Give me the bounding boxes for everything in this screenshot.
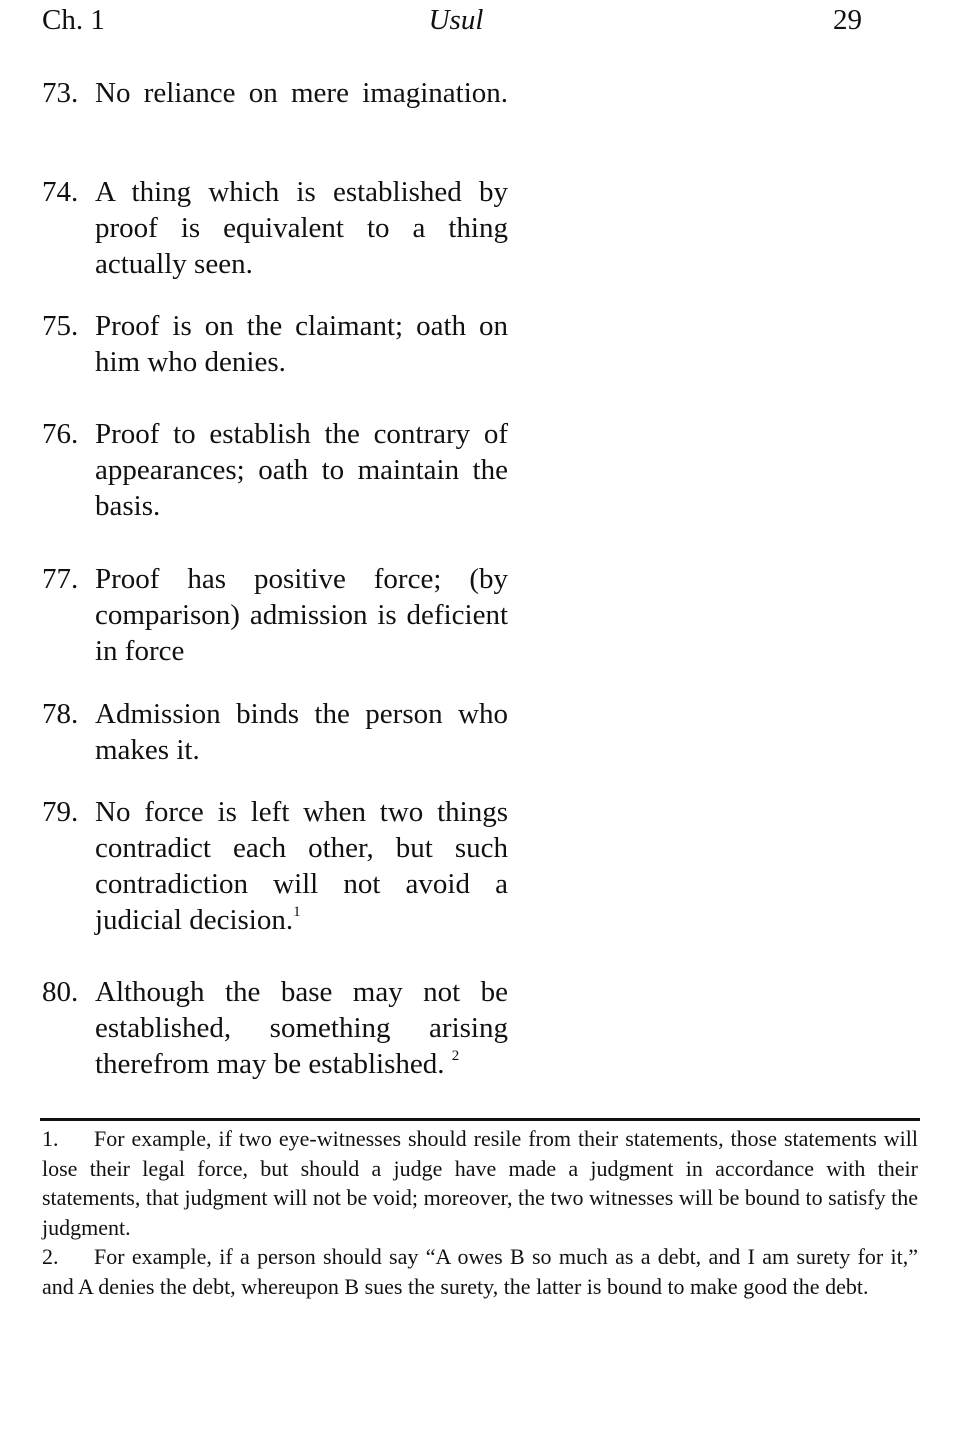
footnote-ref[interactable]: 2 xyxy=(451,1048,460,1065)
maxim-number: 80. xyxy=(42,976,79,1008)
maxim-text: Although the base may not be established, something arising therefrom may be established. xyxy=(95,976,508,1080)
maxim-number: 76. xyxy=(42,418,79,450)
maxim-text: Proof has positive force; (by comparison) admission is deficient in force xyxy=(95,563,508,667)
footnotes xyxy=(42,1124,918,1301)
maxim-76 xyxy=(42,416,508,524)
maxim-74 xyxy=(42,174,508,282)
maxim-79 xyxy=(42,794,508,938)
maxim-number: 77. xyxy=(42,563,79,595)
footnote-number: 2. xyxy=(42,1244,59,1269)
footnote-1 xyxy=(42,1124,918,1242)
maxim-73 xyxy=(42,75,508,111)
maxim-text: No force is left when two things contradict each other, but such contradiction will not avoid a judicial decision. xyxy=(95,796,508,936)
maxim-number: 79. xyxy=(42,796,79,828)
maxim-text-first-line-justified xyxy=(95,75,508,111)
footnote-divider xyxy=(40,1118,920,1121)
maxim-number: 74. xyxy=(42,176,79,208)
running-title: Usul xyxy=(428,4,484,36)
maxim-number: 78. xyxy=(42,698,79,730)
maxim-text: A thing which is established by proof is equivalent to a thing actually seen. xyxy=(95,176,508,280)
page-number: 29 xyxy=(833,4,862,36)
maxim-text: Proof is on the claimant; oath on him who denies. xyxy=(95,310,508,378)
chapter-label: Ch. 1 xyxy=(42,4,105,36)
running-header xyxy=(42,2,862,38)
footnote-number: 1. xyxy=(42,1126,59,1151)
maxim-number: 73. xyxy=(42,77,79,109)
maxim-text-block xyxy=(95,794,508,938)
footnote-text: For example, if a person should say “A owes B so much as a debt, and I am surety for it,” and A denies the debt, whereupon B sues the surety, the latter is bound to make good the debt. xyxy=(42,1244,918,1299)
maxim-text: No reliance on mere imagination. xyxy=(95,77,508,109)
maxim-number: 75. xyxy=(42,310,79,342)
maxim-80 xyxy=(42,974,508,1082)
maxim-text-block xyxy=(95,974,508,1082)
footnote-2 xyxy=(42,1242,918,1301)
maxim-77 xyxy=(42,561,508,669)
maxim-text: Proof to establish the contrary of appearances; oath to maintain the basis. xyxy=(95,418,508,522)
maxim-75 xyxy=(42,308,508,380)
footnote-text: For example, if two eye-witnesses should resile from their statements, those statements will lose their legal force, but should a judge have made a judgment in accordance with their statements, that judgment will not be void; moreover, the two witnesses will be bound to satisfy the judgment. xyxy=(42,1126,918,1240)
footnote-ref[interactable]: 1 xyxy=(293,904,301,921)
maxim-text: Admission binds the person who makes it. xyxy=(95,698,508,766)
maxim-78 xyxy=(42,696,508,768)
